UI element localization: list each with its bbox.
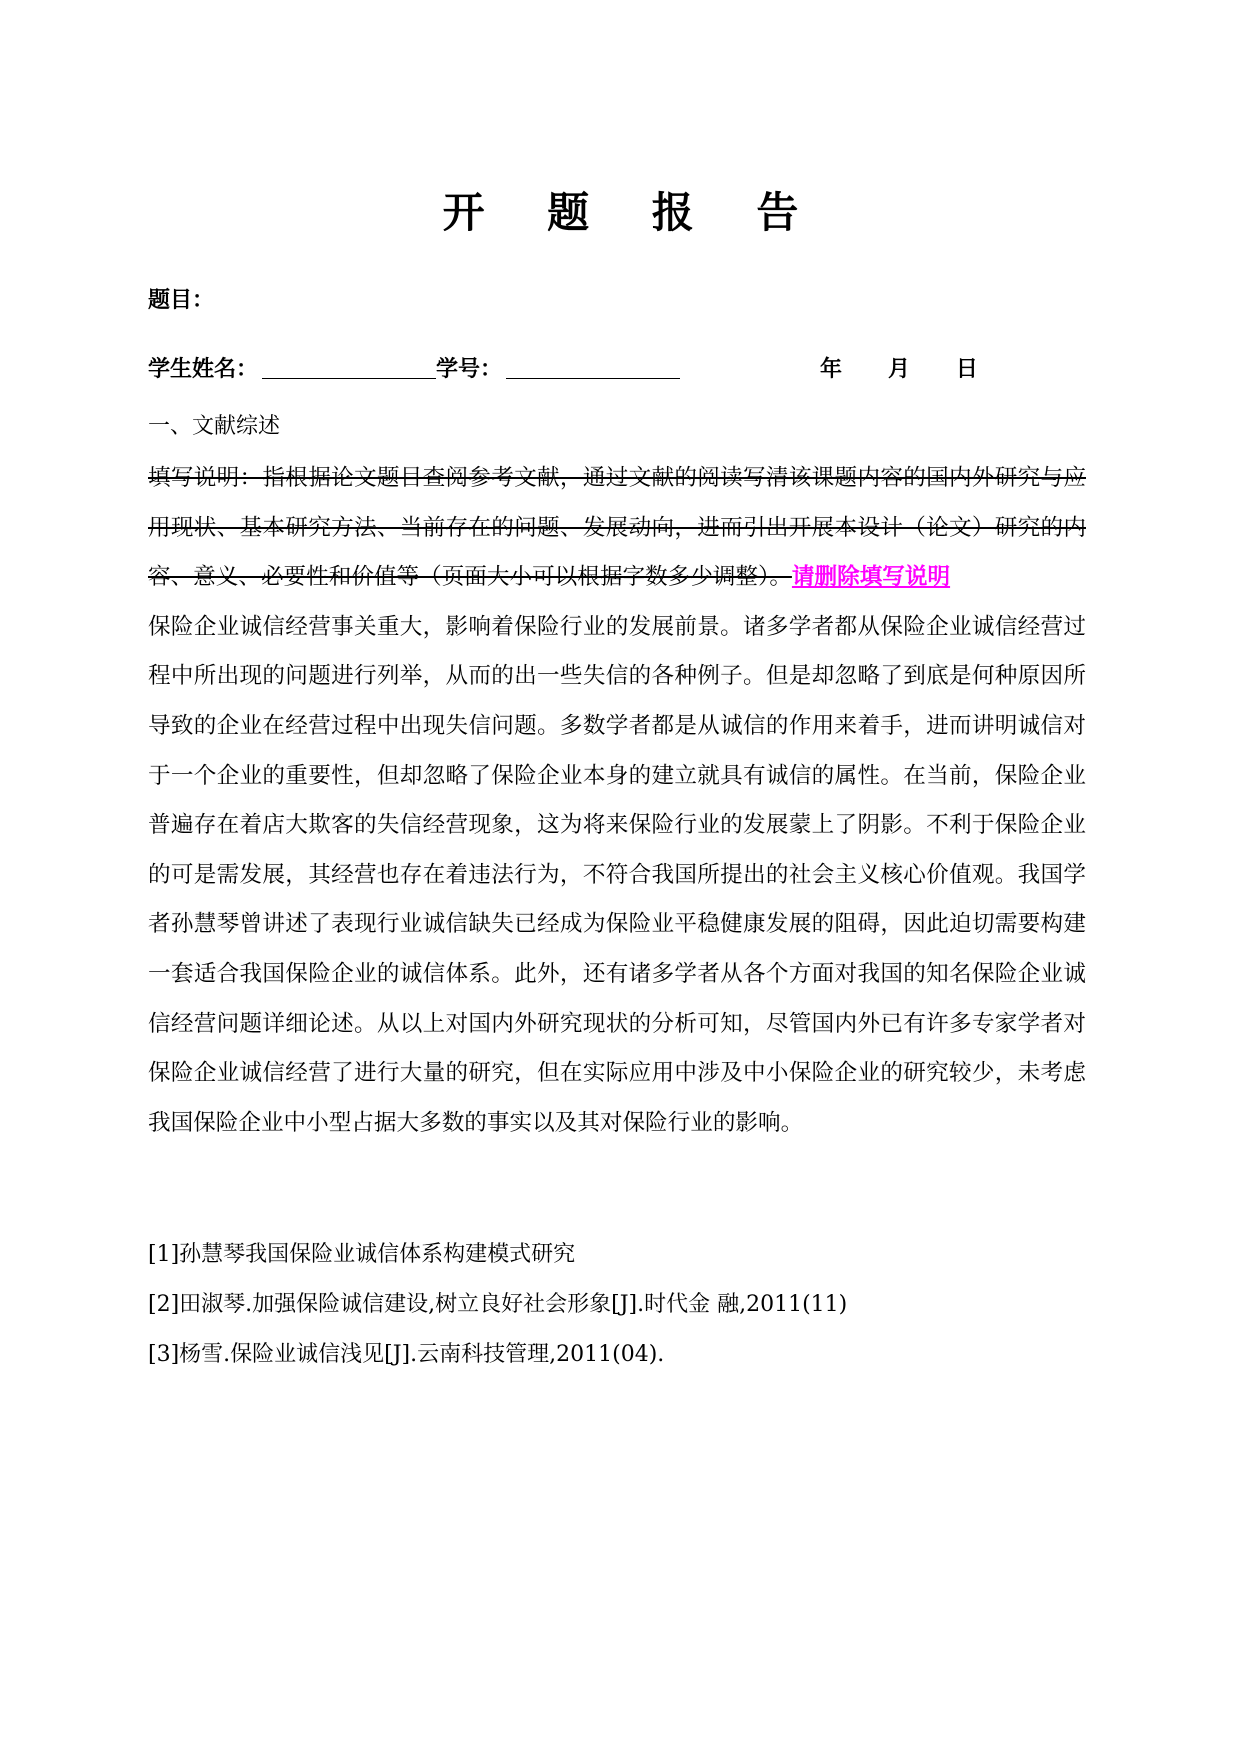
body-paragraph: 保险企业诚信经营事关重大，影响着保险行业的发展前景。诸多学者都从保险企业诚信经营过程中所出现的问题进行列举，从而的出一些失信的各种例子。但是却忽略了到底是何种原因所导致的企业在经营过程中出现失信问题。多数学者都是从诚信的作用来着手，进而讲明诚信对于一个企业的重要性，但却忽略了保险企业本身的建立就具有诚信的属性。在当前，保险企业普遍存在着店大欺客的失信经营现象，这为将来保险行业的发展蒙上了阴影。不利于保险企业的可是需发展，其经营也存在着违法行为，不符合我国所提出的社会主义核心价值观。我国学者孙慧琴曾讲述了表现行业诚信缺失已经成为保险业平稳健康发展的阻碍，因此迫切需要构建一套适合我国保险企业的诚信体系。此外，还有诸多学者从各个方面对我国的知名保险企业诚信经营问题详细论述。从以上对国内外研究现状的分析可知，尽管国内外已有许多专家学者对保险企业诚信经营了进行大量的研究，但在实际应用中涉及中小保险企业的研究较少，未考虑我国保险企业中小型占据大多数的事实以及其对保险行业的影响。	[148, 613, 1086, 1136]
page-title: 开 题 报 告	[442, 188, 823, 237]
literature-review-body	[148, 454, 1086, 1148]
instruction-paragraph	[148, 454, 1086, 603]
student-info-line	[148, 352, 1093, 388]
student-name-label: 学生姓名：	[148, 356, 259, 382]
date-field: 年 月 日	[820, 356, 978, 382]
student-name-blank	[262, 352, 436, 379]
reference-item: [2]田淑琴.加强保险诚信建设,树立良好社会形象[J].时代金 融,2011(11)	[148, 1292, 848, 1317]
reference-list	[148, 1230, 1086, 1380]
section-heading: 一、文献综述	[148, 414, 281, 439]
reference-item: [1]孙慧琴我国保险业诚信体系构建模式研究	[148, 1242, 576, 1267]
reference-item: [3]杨雪.保险业诚信浅见[J].云南科技管理,2011(04).	[148, 1342, 665, 1367]
student-id-blank	[506, 352, 680, 379]
topic-label: 题目：	[148, 287, 215, 313]
instruction-text: 填写说明：指根据论文题目查阅参考文献，通过文献的阅读写清该课题内容的国内外研究与应用现状、基本研究方法、当前存在的问题、发展动向，进而引出开展本设计（论文）研究的内容、意义、必要性和价值等（页面大小可以根据字数多少调整）。	[148, 465, 1086, 591]
student-id-label: 学号：	[436, 356, 503, 382]
delete-note: 请删除填写说明	[791, 564, 951, 591]
